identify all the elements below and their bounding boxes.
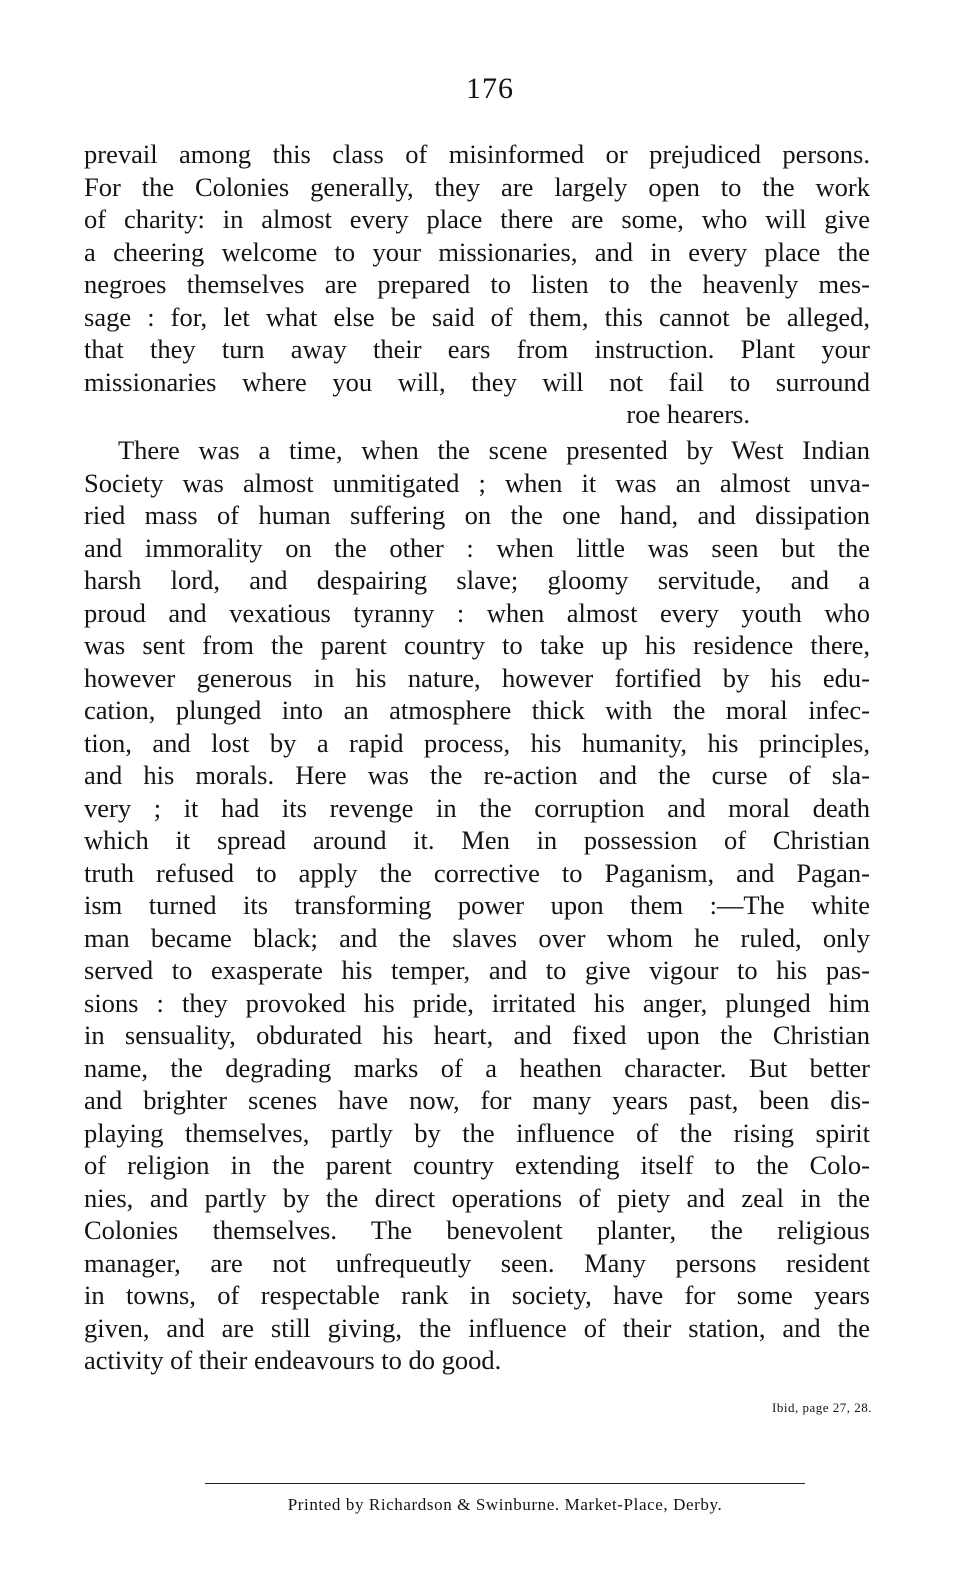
text-line: name, the degrading marks of a heathen character. But better xyxy=(84,1052,870,1083)
text-line: missionaries where you will, they will not fail to surround xyxy=(84,366,870,397)
text-line: For the Colonies generally, they are largely open to the work xyxy=(84,171,870,202)
text-line: proud and vexatious tyranny : when almost every youth who xyxy=(84,597,870,628)
text-line: very ; it had its revenge in the corruption and moral death xyxy=(84,792,870,823)
text-line: in sensuality, obdurated his heart, and fixed upon the Christian xyxy=(84,1020,870,1050)
text-line: Colonies themselves. The benevolent planter, the religious xyxy=(84,1215,870,1245)
text-line: ism turned its transforming power upon them :—The white xyxy=(84,890,870,920)
text-line: ried mass of human suffering on the one hand, and dissipation xyxy=(84,500,870,530)
text-line: and brighter scenes have now, for many years past, been dis- xyxy=(84,1085,870,1115)
paragraph-1 xyxy=(84,138,870,431)
text-line: and his morals. Here was the re-action and the curse of sla- xyxy=(84,760,870,790)
text-line: negroes themselves are prepared to listen to the heavenly mes- xyxy=(84,269,870,299)
text-line: prevail among this class of misinformed or prejudiced persons. xyxy=(84,139,870,169)
text-line: a cheering welcome to your missionaries, and in every place the xyxy=(84,236,870,267)
text-line: in towns, of respectable rank in society, have for some years xyxy=(84,1280,870,1310)
text-line: There was a time, when the scene presented by West Indian xyxy=(118,435,870,465)
text-line: that they turn away their ears from instruction. Plant your xyxy=(84,334,870,364)
text-line: of religion in the parent country extending itself to the Colo- xyxy=(84,1150,870,1180)
text-line: manager, are not unfrequeutly seen. Many persons resident xyxy=(84,1247,870,1278)
text-line: however generous in his nature, however fortified by his edu- xyxy=(84,662,870,693)
text-line: sions : they provoked his pride, irritated his anger, plunged him xyxy=(84,987,870,1018)
citation: Ibid, page 27, 28. xyxy=(772,1400,872,1415)
text-line: given, and are still giving, the influence of their station, and the xyxy=(84,1312,870,1343)
text-line: harsh lord, and despairing slave; gloomy servitude, and a xyxy=(84,565,870,595)
page-number: 176 xyxy=(466,72,514,105)
paragraph-2 xyxy=(84,434,870,1377)
text-line: which it spread around it. Men in possession of Christian xyxy=(84,825,870,855)
text-line: of charity: in almost every place there are some, who will give xyxy=(84,204,870,234)
text-line: cation, plunged into an atmosphere thick with the moral infec- xyxy=(84,695,870,725)
text-line: tion, and lost by a rapid process, his humanity, his principles, xyxy=(84,727,870,758)
printer-imprint: Printed by Richardson & Swinburne. Market-Place, Derby. xyxy=(287,1495,723,1514)
divider-rule xyxy=(205,1483,805,1484)
text-line: man became black; and the slaves over whom he ruled, only xyxy=(84,922,870,953)
text-line: activity of their endeavours to do good. xyxy=(84,1345,502,1375)
text-line: nies, and partly by the direct operations of piety and zeal in the xyxy=(84,1182,870,1213)
text-line: playing themselves, partly by the influence of the rising spirit xyxy=(84,1117,870,1148)
text-line: roe hearers. xyxy=(626,399,750,429)
text-line: Society was almost unmitigated ; when it was an almost unva- xyxy=(84,467,870,498)
text-line: served to exasperate his temper, and to give vigour to his pas- xyxy=(84,955,870,985)
text-line: and immorality on the other : when little was seen but the xyxy=(84,532,870,563)
text-line: was sent from the parent country to take up his residence there, xyxy=(84,630,870,660)
text-line: sage : for, let what else be said of them, this cannot be alleged, xyxy=(84,301,870,332)
text-line: truth refused to apply the corrective to Paganism, and Pagan- xyxy=(84,857,870,888)
